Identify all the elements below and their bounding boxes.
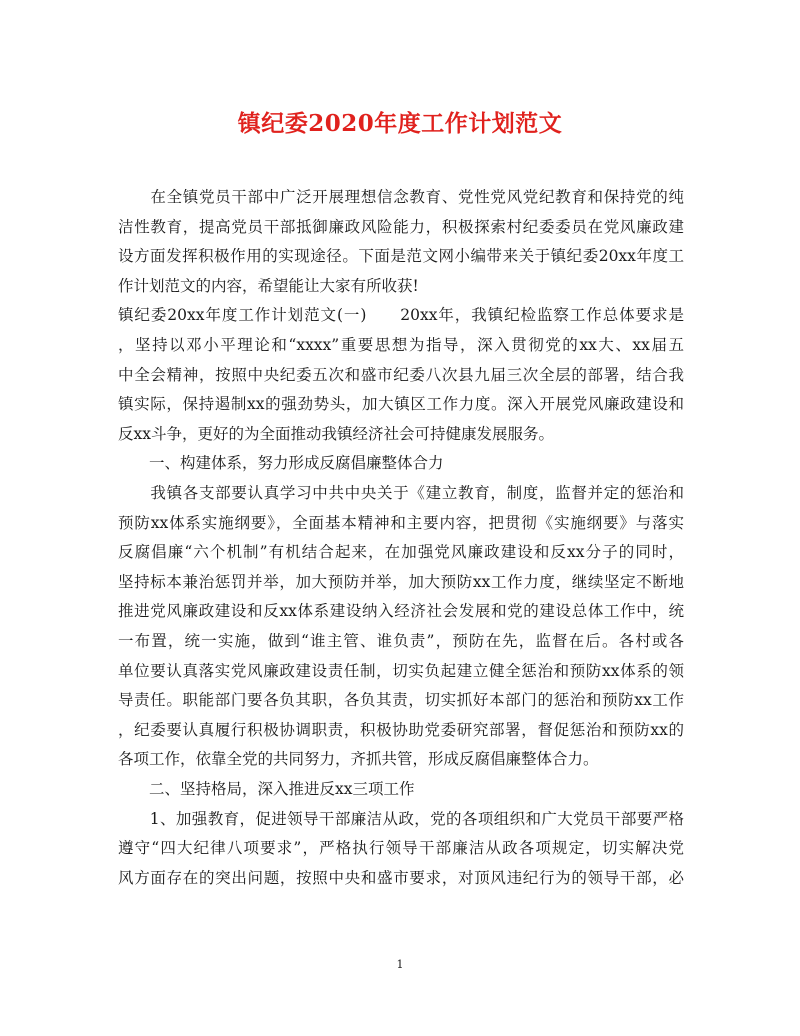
body-line: 我镇各支部要认真学习中共中央关于《建立教育，制度，监督并定的惩治和 (118, 484, 684, 502)
body-line: 遵守“四大纪律八项要求”，严格执行领导干部廉洁从政各项规定，切实解决党 (118, 839, 684, 858)
body-line: ，纪委要认真履行积极协调职责，积极协助党委研究部署，督促惩治和预防xx的 (118, 720, 684, 739)
body-line: 预防xx体系实施纲要》，全面基本精神和主要内容，把贯彻《实施纲要》与落实 (118, 513, 684, 532)
body-line: 镇实际，保持遏制xx的强劲势头，加大镇区工作力度。深入开展党风廉政建设和 (118, 395, 684, 414)
body-line: 在全镇党员干部中广泛开展理想信念教育、党性党风党纪教育和保持党的纯 (118, 188, 684, 206)
body-line: 反xx斗争，更好的为全面推动我镇经济社会可持健康发展服务。 (118, 424, 554, 443)
body-line: 各项工作，依靠全党的共同努力，齐抓共管，形成反腐倡廉整体合力。 (118, 750, 599, 769)
body-line: 单位要认真落实党风廉政建设责任制，切实负起建立健全惩治和预防xx体系的领 (118, 661, 684, 680)
body-line: ，坚持以邓小平理论和“xxxx”重要思想为指导，深入贯彻党的xx大、xx届五 (118, 336, 684, 354)
body-line: 风方面存在的突出问题，按照中央和盛市要求，对顶风违纪行为的领导干部，必 (118, 868, 684, 887)
body-line: 设方面发挥积极作用的实现途径。下面是范文网小编带来关于镇纪委20xx年度工 (118, 247, 684, 266)
body-line: 导责任。职能部门要各负其职，各负其责，切实抓好本部门的惩治和预防xx工作 (118, 691, 684, 710)
body-line: 反腐倡廉“六个机制”有机结合起来，在加强党风廉政建设和反xx分子的同时， (118, 543, 684, 562)
body-line: 一、构建体系，努力形成反腐倡廉整体合力 (118, 454, 444, 473)
body-line: 镇纪委20xx年度工作计划范文(一) 20xx年，我镇纪检监察工作总体要求是 (118, 306, 684, 325)
document-title: 镇纪委2020年度工作计划范文 (237, 110, 563, 137)
body-line: 1、加强教育，促进领导干部廉洁从政，党的各项组织和广大党员干部要严格 (118, 809, 684, 828)
page-number: 1 (396, 958, 404, 971)
body-line: 中全会精神，按照中央纪委五次和盛市纪委八次县九届三次全层的部署，结合我 (118, 365, 684, 384)
body-line: 二、坚持格局，深入推进反xx三项工作 (118, 780, 415, 798)
body-line: 一布置，统一实施，做到“谁主管、谁负责”，预防在先，监督在后。各村或各 (118, 632, 684, 650)
body-line: 洁性教育，提高党员干部抵御廉政风险能力，积极探索村纪委委员在党风廉政建 (118, 217, 684, 236)
body-line: 推进党风廉政建设和反xx体系建设纳入经济社会发展和党的建设总体工作中，统 (118, 602, 684, 621)
body-line: 坚持标本兼治惩罚并举，加大预防并举，加大预防xx工作力度，继续坚定不断地 (118, 572, 684, 591)
body-line: 作计划范文的内容，希望能让大家有所收获! (118, 276, 419, 295)
